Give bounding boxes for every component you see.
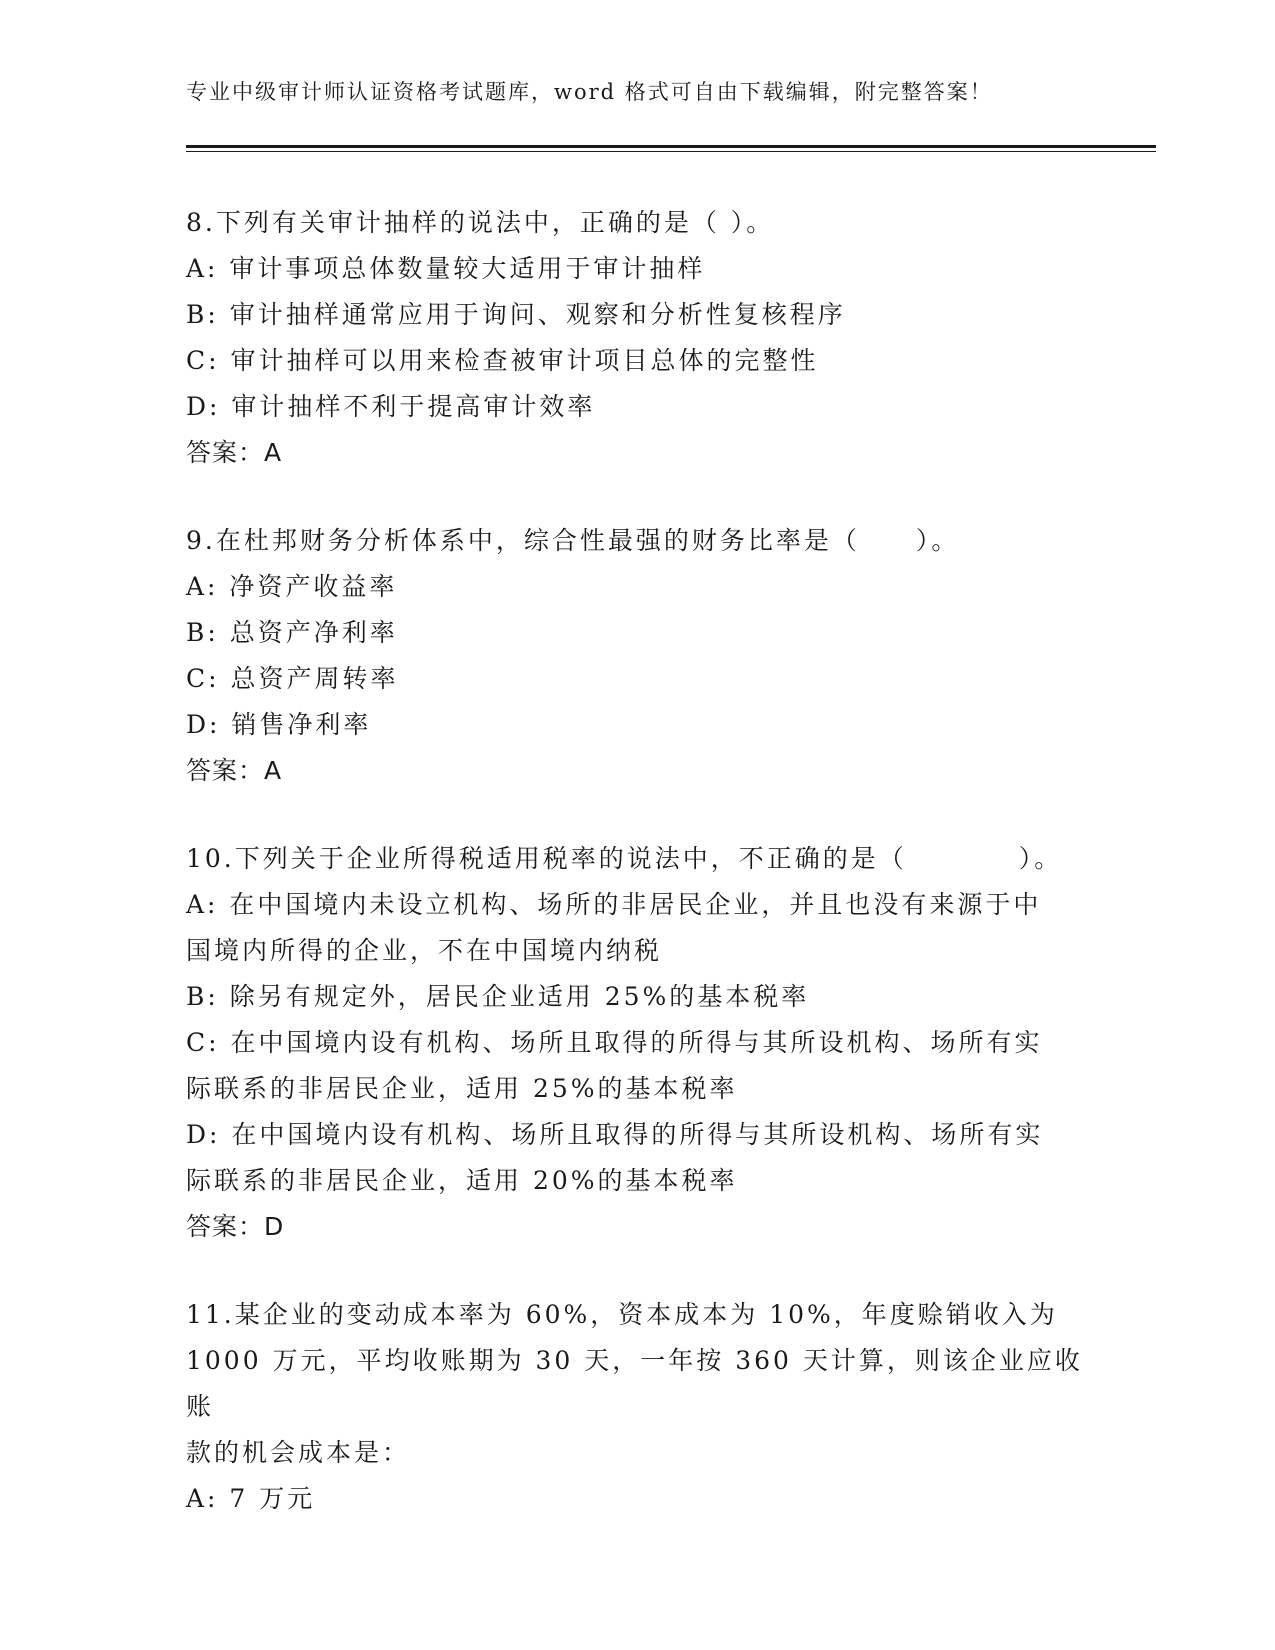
option-c-continued: 际联系的非居民企业，适用 25%的基本税率 xyxy=(186,1074,738,1103)
page-header: 专业中级审计师认证资格考试题库，word 格式可自由下载编辑，附完整答案！ xyxy=(186,80,993,104)
option-c: C: 审计抽样可以用来检查被审计项目总体的完整性 xyxy=(186,346,819,375)
option-a: A: 在中国境内未设立机构、场所的非居民企业，并且也没有来源于中 xyxy=(186,890,1042,919)
answer: 答案：A xyxy=(186,756,283,785)
question-9 xyxy=(186,518,1086,794)
question-stem: 11.某企业的变动成本率为 60%，资本成本为 10%，年度赊销收入为 xyxy=(186,1300,1058,1329)
option-a: A: 审计事项总体数量较大适用于审计抽样 xyxy=(186,254,706,283)
option-a: A: 净资产收益率 xyxy=(186,572,398,601)
option-d: D: 销售净利率 xyxy=(186,710,372,739)
option-c: C: 在中国境内设有机构、场所且取得的所得与其所设机构、场所有实 xyxy=(186,1028,1043,1057)
option-b: B: 审计抽样通常应用于询问、观察和分析性复核程序 xyxy=(186,300,846,329)
option-b: B: 除另有规定外，居民企业适用 25%的基本税率 xyxy=(186,982,810,1011)
question-stem: 9.在杜邦财务分析体系中，综合性最强的财务比率是（ ）。 xyxy=(186,526,960,555)
option-d: D: 在中国境内设有机构、场所且取得的所得与其所设机构、场所有实 xyxy=(186,1120,1044,1149)
question-10 xyxy=(186,836,1086,1250)
question-stem-continued: 1000 万元，平均收账期为 30 天，一年按 360 天计算，则该企业应收账 xyxy=(186,1346,1083,1421)
question-8 xyxy=(186,200,1086,476)
option-a: A: 7 万元 xyxy=(186,1484,316,1513)
header-rule-thin xyxy=(186,151,1156,152)
option-a-continued: 国境内所得的企业，不在中国境内纳税 xyxy=(186,936,663,965)
question-list xyxy=(186,200,1086,1522)
option-d: D: 审计抽样不利于提高审计效率 xyxy=(186,392,596,421)
option-d-continued: 际联系的非居民企业，适用 20%的基本税率 xyxy=(186,1166,738,1195)
question-stem: 10.下列关于企业所得税适用税率的说法中，不正确的是（ ）。 xyxy=(186,844,1063,873)
question-stem: 8.下列有关审计抽样的说法中，正确的是（ ）。 xyxy=(186,208,775,237)
option-b: B: 总资产净利率 xyxy=(186,618,398,647)
question-11 xyxy=(186,1292,1086,1522)
answer: 答案：D xyxy=(186,1212,285,1241)
option-c: C: 总资产周转率 xyxy=(186,664,399,693)
answer: 答案：A xyxy=(186,438,283,467)
question-stem-continued: 款的机会成本是： xyxy=(186,1438,411,1467)
header-rule-thick xyxy=(186,145,1156,148)
